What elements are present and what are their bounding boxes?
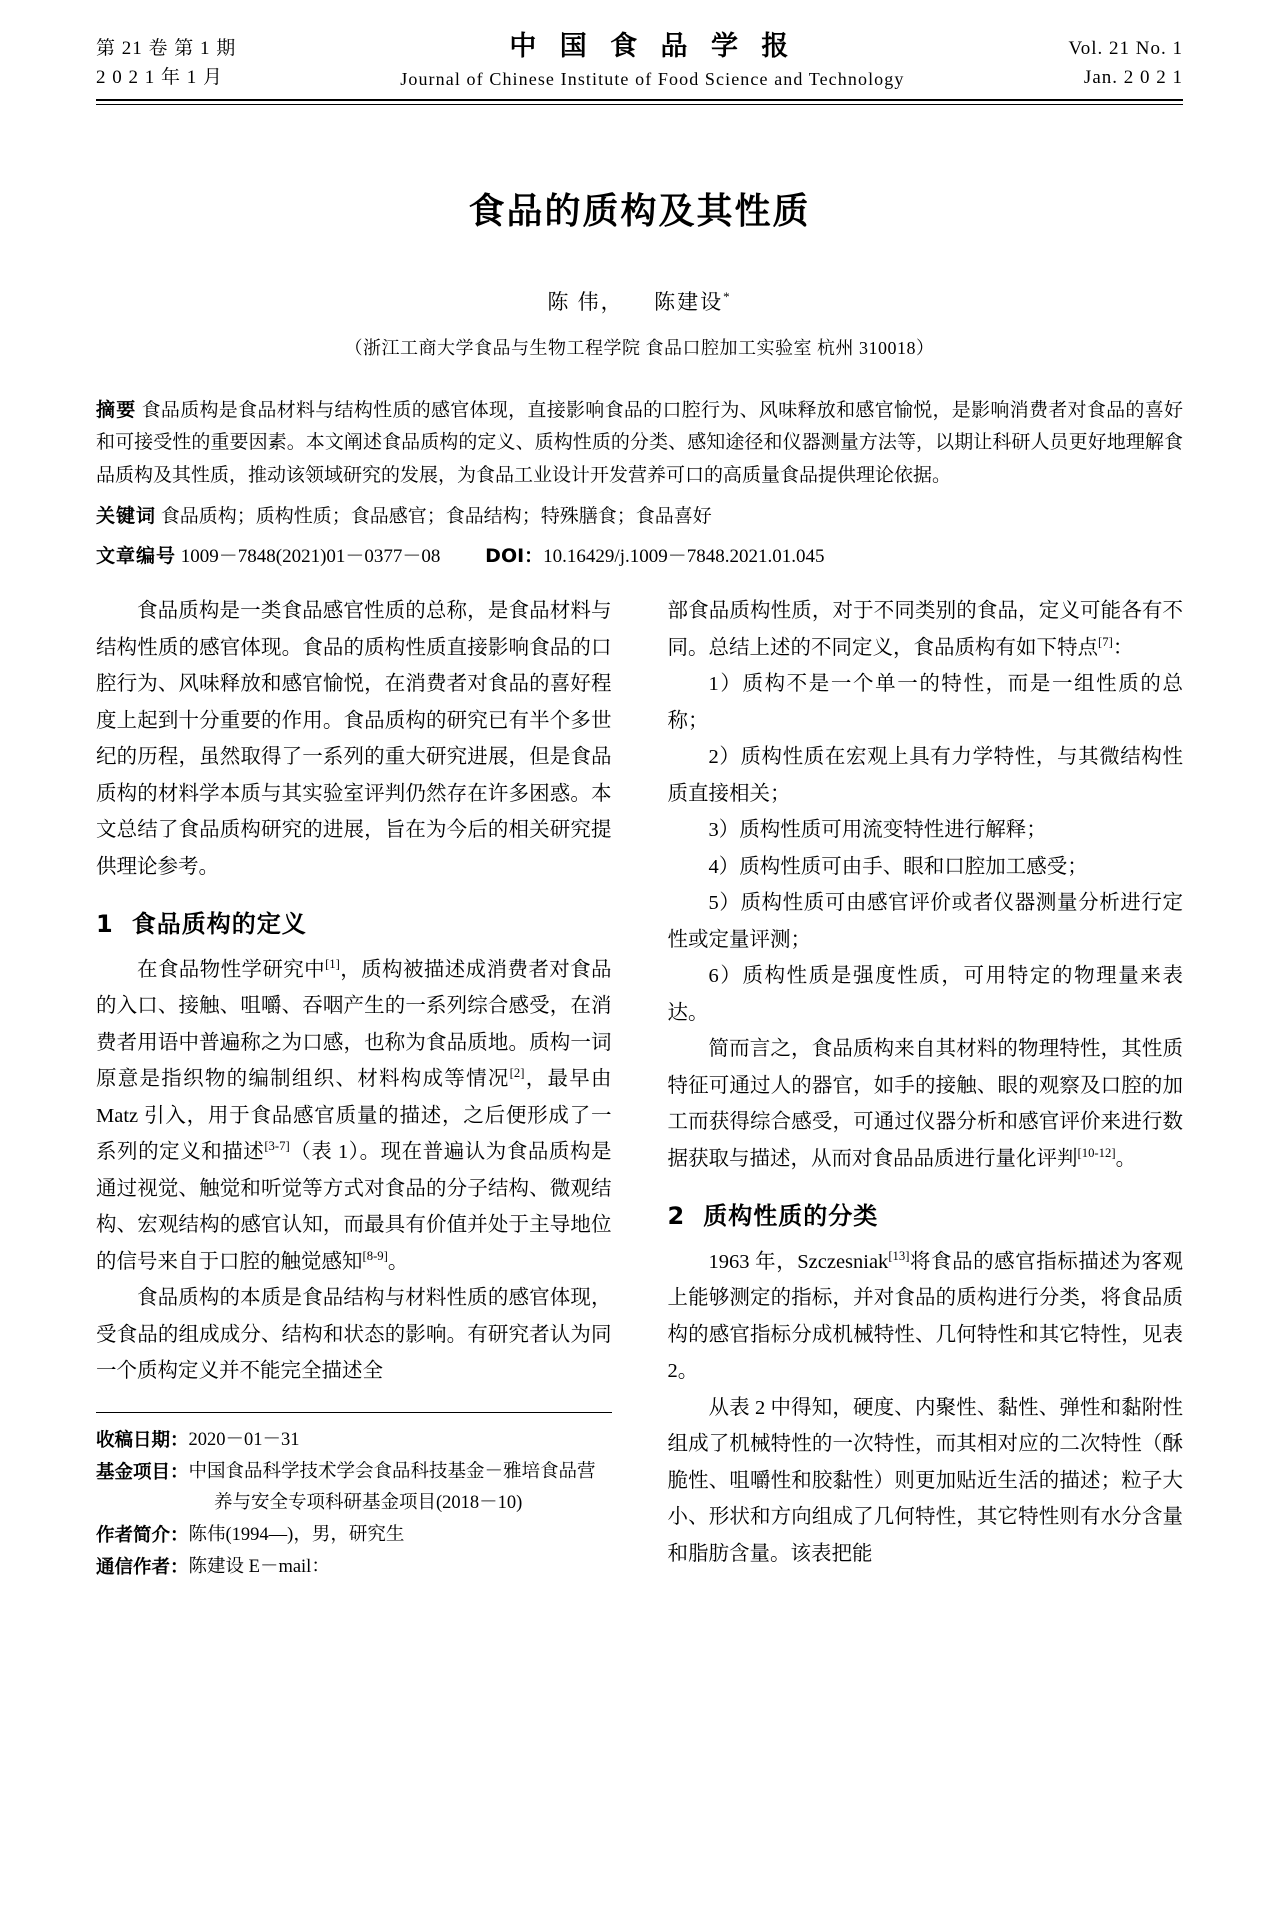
issue-date-en: Jan. 2 0 2 1 [1083, 67, 1183, 89]
corresponding-author-mark: * [723, 288, 732, 304]
ref-mark-10: [10-12] [1077, 1145, 1116, 1160]
para-part-c: ，最早由 Matz 引入，用于食品感官质量的描述，之后便形成了一系列的定义和描述 [96, 1068, 612, 1164]
author-bio-value: 陈伟(1994—)，男，研究生 [188, 1525, 405, 1546]
body-columns [96, 593, 1183, 1583]
footnote-fund-cont: 养与安全专项科研基金项目(2018－10) [214, 1493, 523, 1514]
issue-date-cn: 2 0 2 1 年 1 月 [96, 67, 224, 89]
section-heading-2 [668, 1195, 1184, 1238]
journal-name-en: Journal of Chinese Institute of Food Science and Technology [400, 68, 905, 89]
running-head-left [96, 34, 236, 93]
features-part-b: ： [1112, 636, 1134, 659]
running-head [96, 30, 1183, 99]
footnote-fund [96, 1457, 612, 1489]
page-title: 食品的质构及其性质 [468, 190, 811, 232]
abstract-label: 摘要 [96, 398, 137, 421]
ref-mark-4: [8-9] [362, 1249, 388, 1263]
article-number-value: 1009－7848(2021)01－0377－08 [180, 546, 441, 568]
received-label: 收稿日期： [96, 1429, 189, 1451]
corresponding-value: 陈建设 E－mail： [188, 1557, 330, 1578]
feature-item-6: 6）质构性质是强度性质，可用特定的物理量来表达。 [667, 965, 1183, 1024]
ref-mark-7: [7] [1098, 635, 1113, 650]
section-2-title: 质构性质的分类 [703, 1202, 879, 1231]
author-second: 陈建设 [654, 289, 724, 314]
keywords-label: 关键词 [96, 504, 157, 527]
doi-value: 10.16429/j.1009－7848.2021.01.045 [543, 546, 825, 568]
abstract-block [96, 394, 1183, 493]
section-1-title: 食品质构的定义 [131, 910, 307, 939]
left-column [96, 593, 612, 1583]
feature-item-5: 5）质构性质可由感官评价或者仪器测量分析进行定性或定量评测； [667, 892, 1183, 951]
keywords-text: 食品质构；质构性质；食品感官；食品结构；特殊膳食；食品喜好 [160, 505, 712, 527]
fund-label: 基金项目： [96, 1461, 189, 1483]
ref-mark-13: [13] [888, 1249, 910, 1263]
classification-part-a: 1963 年，Szczesniak [708, 1250, 889, 1273]
paragraph-summary [668, 1031, 1184, 1177]
affiliation: （浙江工商大学食品与生物工程学院 食品口腔加工实验室 杭州 310018） [344, 337, 935, 358]
feature-item-2: 2）质构性质在宏观上具有力学特性，与其微结构性质直接相关； [667, 746, 1183, 805]
summary-part-a: 简而言之，食品质构来自其材料的物理特性，其性质特征可通过人的器官，如手的接触、眼的观察及口腔的加工而获得综合感受，可通过仪器分析和感官评价来进行数据获取与描述，从而对食品品质进行量化评判 [667, 1038, 1183, 1170]
footnote-block [96, 1412, 612, 1584]
section-heading-1 [96, 903, 612, 946]
fund-value: 中国食品科学技术学会食品科技基金－雅培食品营 [188, 1461, 596, 1482]
summary-part-b: 。 [1115, 1147, 1137, 1170]
para-part-e: 。 [387, 1250, 409, 1273]
section-2-number: 2 [667, 1202, 686, 1231]
paragraph-features-intro [668, 593, 1184, 666]
para-part-b: ，质构被描述成消费者对食品的入口、接触、咀嚼、吞咽产生的一系列综合感受，在消费者用语中普遍称之为口感，也称为食品质地。质构一词原意是指织物的编制组织、材料构成等情况 [96, 958, 612, 1091]
footnote-author [96, 1520, 612, 1552]
classification-part-b: 将食品的感官指标描述为客观上能够测定的指标，并对食品的质构进行分类，将食品质构的感官指标分成机械特性、几何特性和其它特性，见表 2。 [667, 1250, 1183, 1383]
abstract-text: 食品质构是食品材料与结构性质的感官体现，直接影响食品的口腔行为、风味释放和感官愉悦，是影响消费者对食品的喜好和可接受性的重要因素。本文阐述食品质构的定义、质构性质的分类、感知途径和仪器测量方法等，以期让科研人员更好地理解食品质构及其性质，推动该领域研究的发展，为食品工业设计开发营养可口的高质量食品提供理论依据。 [96, 399, 1183, 487]
paragraph-table2: 从表 2 中得知，硬度、内聚性、黏性、弹性和黏附性组成了机械特性的一次特性，而其相对应的二次特性（酥脆性、咀嚼性和胶黏性）则更加贴近生活的描述；粒子大小、形状和方向组成了几何特性，其它特性则有水分含量和脂肪含量。该表把能 [667, 1396, 1183, 1565]
paragraph-essence: 食品质构的本质是食品结构与材料性质的感官体现，受食品的组成成分、结构和状态的影响。有研究者认为同一个质构定义并不能完全描述全 [96, 1287, 612, 1383]
header-rule [96, 99, 1183, 105]
right-column [668, 593, 1184, 1583]
ref-mark-1: [1] [325, 957, 340, 972]
running-head-right [1068, 34, 1183, 93]
journal-name-cn: 中 国 食 品 学 报 [509, 31, 796, 62]
article-number-line [96, 540, 1183, 573]
journal-masthead [236, 30, 1068, 93]
author-bio-label: 作者简介： [96, 1525, 189, 1547]
paragraph-intro: 食品质构是一类食品感官性质的总称，是食品材料与结构性质的感官体现。食品的质构性质直接影响食品的口腔行为、风味释放和感官愉悦，在消费者对食品的喜好程度上起到十分重要的作用。食品质构的研究已有半个多世纪的历程，虽然取得了一系列的重大研究进展，但是食品质构的材料学本质与其实验室评判仍然存在许多困惑。本文总结了食品质构研究的进展，旨在为今后的相关研究提供理论参考。 [96, 600, 612, 878]
feature-item-1: 1）质构不是一个单一的特性，而是一组性质的总称； [667, 673, 1183, 732]
author-list [96, 286, 1183, 316]
para-part-a: 在食品物性学研究中 [137, 958, 326, 981]
footnote-received [96, 1425, 612, 1457]
section-1-number: 1 [96, 910, 114, 939]
feature-item-3: 3）质构性质可用流变特性进行解释； [708, 819, 1047, 842]
ref-mark-2: [2] [509, 1066, 525, 1081]
volume-issue: 第 21 卷 第 1 期 [96, 37, 237, 59]
paragraph-definition [96, 952, 612, 1280]
corresponding-label: 通信作者： [96, 1557, 189, 1579]
received-value: 2020－01－31 [188, 1429, 300, 1450]
para-part-d: （表 1）。现在普遍认为食品质构是通过视觉、触觉和听觉等方式对食品的分子结构、微观结构、宏观结构的感官认知，而最具有价值并处于主导地位的信号来自于口腔的触觉感知 [96, 1141, 612, 1273]
feature-item-4: 4）质构性质可由手、眼和口腔加工感受； [708, 855, 1088, 878]
keywords-line [96, 500, 1183, 533]
features-part-a: 部食品质构性质，对于不同类别的食品，定义可能各有不同。总结上述的不同定义，食品质构有如下特点 [667, 600, 1183, 659]
volume-issue-en: Vol. 21 No. 1 [1068, 37, 1183, 59]
ref-mark-3: [3-7] [264, 1139, 290, 1154]
footnote-corresponding [96, 1552, 612, 1584]
author-first: 陈 伟， [547, 289, 624, 314]
paragraph-classification [668, 1244, 1184, 1390]
article-number-label: 文章编号 [96, 545, 177, 568]
doi-label: DOI： [485, 545, 544, 568]
